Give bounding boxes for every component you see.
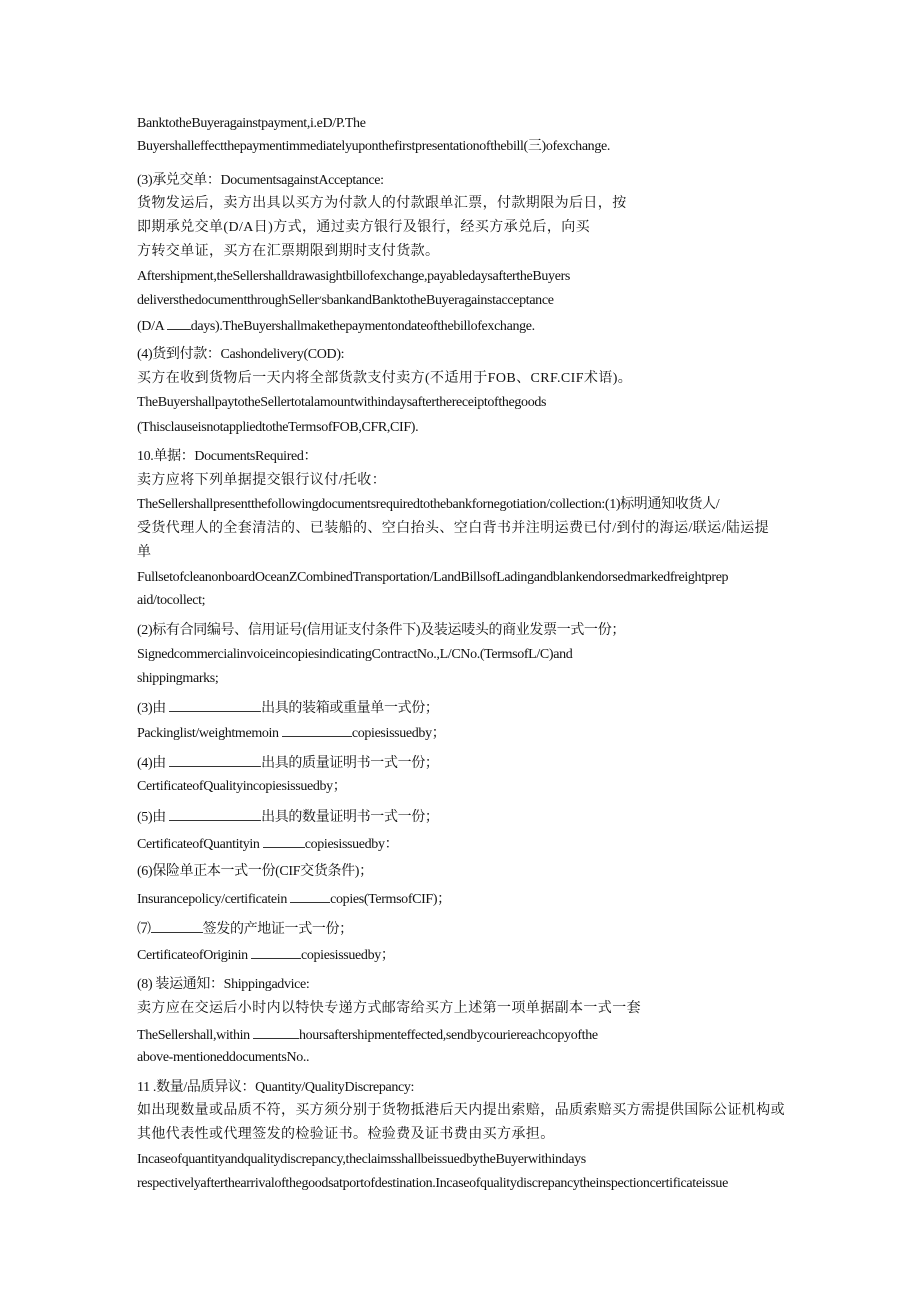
section-heading: (8) 装运通知：Shippingadvice:: [137, 977, 310, 992]
text-fragment: copies(TermsofCIF)；: [330, 892, 451, 907]
text-line: [137, 833, 398, 853]
text-line: [137, 752, 439, 772]
text-line: [137, 806, 439, 826]
text-fragment: (D/A: [137, 319, 164, 334]
blank-field: [167, 315, 191, 330]
text-line: CertificateofQualityincopiesissuedby；: [137, 779, 347, 794]
text-fragment: Insurancepolicy/certificatein: [137, 892, 287, 907]
blank-field: [169, 806, 261, 821]
text-fragment: copiesissuedby；: [351, 726, 446, 741]
section-heading: 11 .数量/品质异议：Quantity/QualityDiscrepancy:: [137, 1080, 415, 1095]
text-fragment: TheSellershall,within: [137, 1028, 250, 1043]
text-fragment: hoursaftershipmenteffected,sendbycouriereachcopyofthe: [298, 1028, 598, 1043]
blank-field: [290, 888, 330, 903]
text-line: BanktotheBuyeragainstpayment,i.eD/P.The: [137, 116, 366, 131]
blank-field: [151, 918, 203, 933]
text-line: (ThisclauseisnotappliedtotheTermsofFOB,CFR,CIF).: [137, 420, 419, 435]
text-line: above-mentioneddocumentsNo..: [137, 1050, 310, 1065]
section-heading: (4)货到付款：Cashondelivery(COD):: [137, 347, 345, 362]
text-line: 方转交单证，买方在汇票期限到期时支付货款。: [137, 244, 440, 259]
text-line: [137, 944, 395, 964]
blank-field: [169, 752, 261, 767]
text-line: Aftershipment,theSellershalldrawasightbillofexchange,payabledaysaftertheBuyers: [137, 269, 570, 284]
text-line: 受货代理人的全套清洁的、已装船的、空白抬头、空白背书并注明运费已付/到付的海运/联运/陆运提: [137, 521, 770, 536]
text-line: [137, 697, 439, 717]
text-line: (2)标有合同编号、信用证号(信用证支付条件下)及装运唛头的商业发票一式一份；: [137, 623, 625, 638]
text-fragment: days).TheBuyershallmakethepaymentondateofthebillofexchange.: [190, 319, 535, 334]
text-fragment: CertificateofOriginin: [137, 948, 248, 963]
text-line: [137, 918, 353, 938]
text-fragment: 出具的装箱或重量单一式份；: [261, 701, 439, 716]
text-line: [137, 1024, 598, 1044]
text-fragment: copiesissuedby；: [301, 948, 395, 963]
text-fragment: 出具的质量证明书一式一份；: [261, 756, 439, 771]
text-line: 卖方应将下列单据提交银行议付/托收：: [137, 473, 387, 488]
blank-field: [169, 697, 261, 712]
text-fragment: (4)由: [137, 756, 166, 771]
text-line: 即期承兑交单(D/A日)方式，通过卖方银行及银行，经买方承兑后，向买: [137, 220, 591, 235]
blank-field: [282, 722, 352, 737]
section-heading: 10.单据：DocumentsRequired：: [137, 449, 318, 464]
text-fragment: copiesissuedby：: [304, 837, 399, 852]
text-line: 如出现数量或品质不符，买方须分别于货物抵港后天内提出索赔，品质索赔买方需提供国际公证机构或: [137, 1103, 785, 1118]
text-line: respectivelyafterthearrivalofthegoodsatportofdestination.Incaseofqualitydiscrepancytheinspectioncertificateissue: [137, 1176, 728, 1191]
text-line: deliversthedocumentthroughSeller׳sbankandBanktotheBuyeragainstacceptance: [137, 293, 554, 308]
text-fragment: 出具的数量证明书一式一份；: [261, 810, 439, 825]
text-fragment: ⑺: [137, 922, 151, 937]
text-line: aid/tocollect;: [137, 593, 206, 608]
blank-field: [251, 944, 301, 959]
text-line: shippingmarks;: [137, 671, 219, 686]
text-fragment: (5)由: [137, 810, 166, 825]
text-line: 货物发运后，卖方出具以买方为付款人的付款跟单汇票，付款期限为后日，按: [137, 196, 627, 211]
text-line: Incaseofquantityandqualitydiscrepancy,theclaimsshallbeissuedbytheBuyerwithindays: [137, 1152, 586, 1167]
text-line: SignedcommercialinvoiceincopiesindicatingContractNo.,L/CNo.(TermsofL/C)and: [137, 647, 573, 662]
text-line: FullsetofcleanonboardOceanZCombinedTransportation/LandBillsofLadingandblankendorsedmarkedfreightprep: [137, 570, 729, 585]
blank-field: [263, 833, 305, 848]
text-line: 单: [137, 545, 152, 560]
text-fragment: 签发的产地证一式一份；: [202, 922, 353, 937]
text-fragment: (3)由: [137, 701, 166, 716]
text-line: TheSellershallpresentthefollowingdocumentsrequiredtothebankfornegotiation/collection:(1)标明通知收货人/: [137, 497, 720, 512]
text-line: [137, 722, 445, 742]
text-line: 买方在收到货物后一天内将全部货款支付卖方(不适用于FOB、CRF.CIF术语)。: [137, 371, 633, 386]
text-line: Buyershalleffectthepaymentimmediatelyuponthefirstpresentationofthebill(三)ofexchange.: [137, 139, 611, 154]
text-line: 卖方应在交运后小时内以特快专递方式邮寄给买方上述第一项单据副本一式一套: [137, 1001, 641, 1016]
text-fragment: Packinglist/weightmemoin: [137, 726, 279, 741]
text-line: 其他代表性或代理签发的检验证书。检验费及证书费由买方承担。: [137, 1127, 555, 1142]
text-fragment: CertificateofQuantityin: [137, 837, 260, 852]
text-line: [137, 888, 451, 908]
blank-field: [253, 1024, 299, 1039]
text-line: [137, 315, 535, 335]
text-line: TheBuyershallpaytotheSellertotalamountwithindaysafterthereceiptofthegoods: [137, 395, 547, 410]
text-line: (6)保险单正本一式一份(CIF交货条件)；: [137, 864, 373, 879]
section-heading: (3)承兑交单：DocumentsagainstAcceptance:: [137, 173, 384, 188]
